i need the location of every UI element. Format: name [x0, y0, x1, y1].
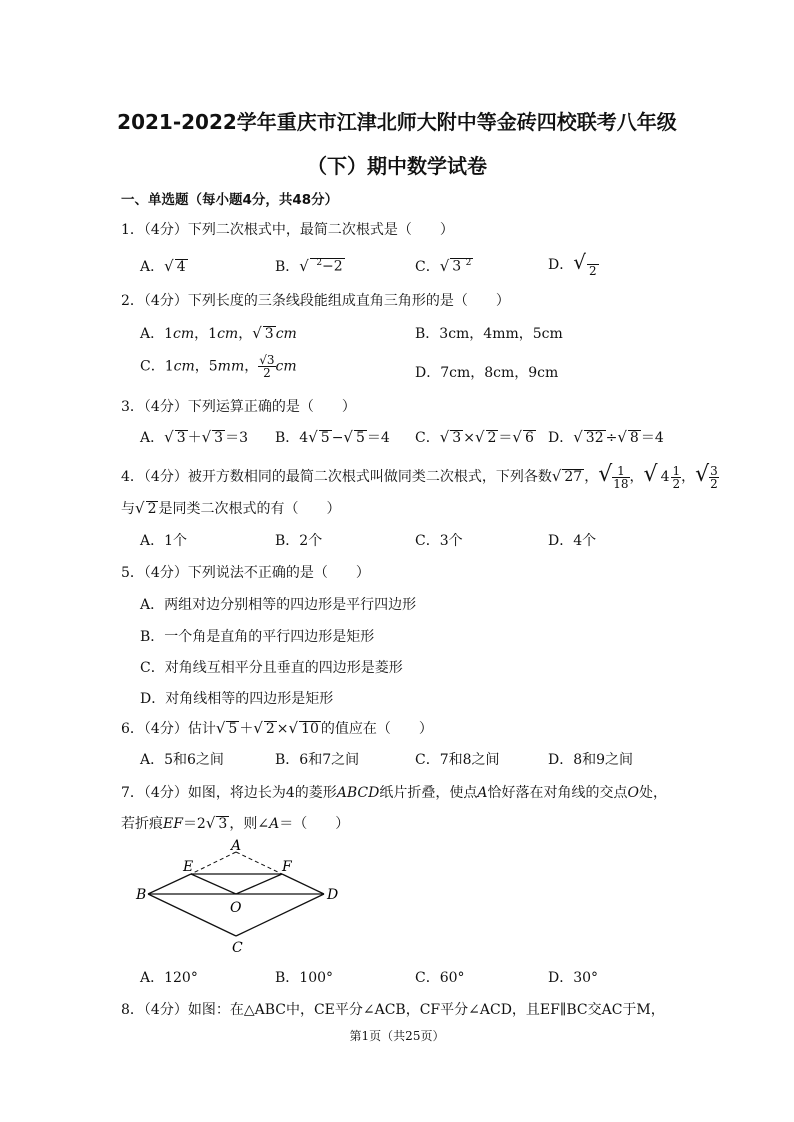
label-c: C [232, 940, 243, 956]
label-a: A [231, 838, 242, 854]
q1-option-d: D．√ 2 [548, 250, 597, 278]
q7-stem-line2: 若折痕EF＝2√ 3 ，则∠A＝（ ） [121, 814, 350, 832]
folded-eo [191, 874, 236, 894]
q1-d-label: D． [548, 257, 574, 273]
q3-option-d: D．√ 32 ÷√ 8 ＝4 [548, 428, 664, 446]
q4-stem-line2: 与√ 2 是同类二次根式的有（ ） [121, 499, 341, 517]
folded-fo [236, 874, 282, 894]
q6-option-c: C．7和8之间 [415, 752, 500, 768]
q3-option-c: C．√ 3 ×√ 2 ＝√ 6 [415, 428, 534, 446]
q6-option-b: B．6和7之间 [275, 752, 360, 768]
q2-option-a: A．1cm，1cm，√ 3 cm [140, 324, 297, 342]
q4-line2-text: 是同类二次根式的有（ ） [158, 501, 341, 517]
q7-stem-line1: 7．（4分）如图，将边长为4的菱形ABCD纸片折叠，使点A恰好落在对角线的交点O处， [121, 785, 667, 801]
q7-option-a: A．120° [140, 970, 198, 986]
side-bc [148, 894, 236, 936]
q4-stem: 4．（4分）被开方数相同的最简二次根式叫做同类二次根式，下列各数√ 27 ，√ $\frac{1}{18}$ ，√ 4 $\frac{1}{2}$ ，√ $\frac{3}{2}$ [121, 462, 718, 491]
q4-option-d: D．4个 [548, 533, 597, 549]
q5-option-b: B．一个角是直角的平行四边形是矩形 [140, 629, 375, 645]
q6-stem: 6．（4分）估计√ 5 ＋√ 2 ×√ 10 的值应在（ ） [121, 719, 433, 737]
fold-dash-af [236, 852, 282, 874]
q1-c-label: C． [415, 259, 440, 275]
side-dc [236, 894, 324, 936]
q7-line2-post: ，则∠ [229, 816, 270, 832]
q2-option-d: D．7cm，8cm，9cm [415, 365, 559, 381]
label-e: E [183, 859, 194, 875]
label-b: B [136, 887, 147, 903]
q5-option-a: A．两组对边分别相等的四边形是平行四边形 [140, 597, 417, 613]
q6-option-a: A．5和6之间 [140, 752, 224, 768]
q1-option-a: A．√ 4 [140, 257, 186, 275]
q1-stem: 1．（4分）下列二次根式中，最简二次根式是（ ） [121, 222, 454, 238]
q5-option-d: D．对角线相等的四边形是矩形 [140, 691, 334, 707]
q8-stem: 8．（4分）如图：在△ABC中，CE平分∠ACB，CF平分∠ACD，且EF∥BC交AC于M， [121, 1002, 665, 1018]
section-heading: 一、单选题（每小题4分，共48分） [121, 192, 339, 208]
q7-option-d: D．30° [548, 970, 599, 986]
q2-option-b: B．3cm，4mm，5cm [415, 326, 563, 342]
title-line-1: 2021-2022学年重庆市江津北师大附中等金砖四校联考八年级 [117, 110, 677, 134]
q5-option-c: C．对角线互相平分且垂直的四边形是菱形 [140, 660, 403, 676]
q7-line1-post: 恰好落在对角线的交点 [487, 785, 628, 801]
page-footer: 第1页（共25页） [349, 1029, 445, 1043]
q4-option-a: A．1个 [140, 533, 188, 549]
q2-a-label: A．1 [140, 326, 174, 342]
rhombus-figure [134, 838, 354, 958]
q4-option-b: B．2个 [275, 533, 323, 549]
q5-stem: 5．（4分）下列说法不正确的是（ ） [121, 565, 370, 581]
q3-option-a: A．√ 3 ＋√ 3 ＝3 [140, 428, 249, 446]
q2-stem: 2．（4分）下列长度的三条线段能组成直角三角形的是（ ） [121, 293, 510, 309]
side-fd [282, 874, 324, 894]
q4-stem-text: 4．（4分）被开方数相同的最简二次根式叫做同类二次根式，下列各数 [121, 469, 552, 485]
q1-a-label: A． [140, 259, 165, 275]
q2-option-c: C．1cm，5mm， $\frac{√3}{2}$ cm [140, 353, 297, 380]
q3-option-b: B．4√ 5 −√ 5 ＝4 [275, 428, 390, 446]
fold-dash-ae [191, 852, 236, 874]
q1-b-label: B． [275, 259, 300, 275]
label-f: F [282, 859, 292, 875]
q7-line1-pre: 7．（4分）如图，将边长为4的菱形 [121, 785, 337, 801]
q7-option-c: C．60° [415, 970, 465, 986]
q7-line2-pre: 若折痕 [121, 816, 163, 832]
q6-option-d: D．8和9之间 [548, 752, 634, 768]
q7-option-b: B．100° [275, 970, 334, 986]
label-d: D [327, 887, 339, 903]
q6-stem-post: 的值应在（ ） [320, 721, 433, 737]
q6-stem-pre: 6．（4分）估计 [121, 721, 216, 737]
q4-option-c: C．3个 [415, 533, 463, 549]
label-o: O [230, 900, 242, 916]
side-be [148, 874, 191, 894]
title-line-2: （下）期中数学试卷 [307, 154, 487, 178]
q2-c-label: C．1 [140, 358, 174, 375]
q7-line1-mid: 纸片折叠，使点 [379, 785, 478, 801]
q1-option-c: C．√ 3 $^2$ [415, 257, 472, 275]
q3-stem: 3．（4分）下列运算正确的是（ ） [121, 399, 356, 415]
q1-option-b: B．√ $^2$−2 [275, 257, 343, 275]
